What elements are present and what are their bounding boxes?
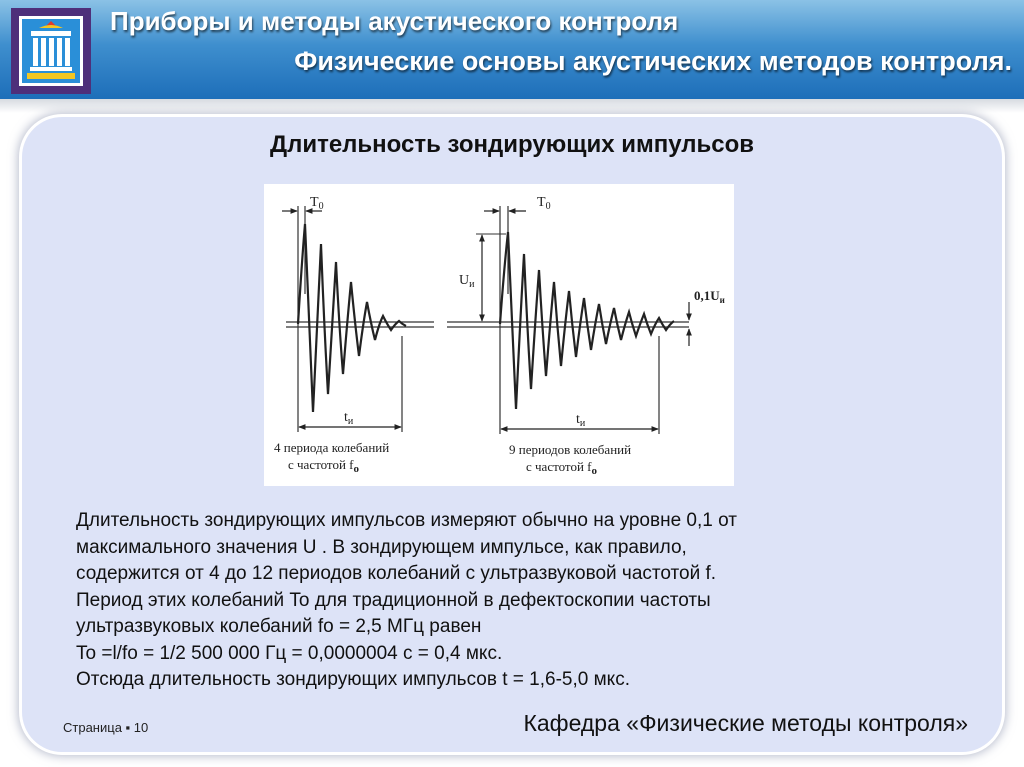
paragraph-line: содержится от 4 до 12 периодов колебаний с ультразвуковой частотой f. [76,563,717,584]
paragraph-line: To =l/fo = 1/2 500 000 Гц = 0,0000004 с = 0,4 мкс. [76,642,503,664]
left-ti-label: $t_и$ [344,410,354,427]
paragraph-line: максимального значения U . В зондирующем импульсе, как правило, [76,536,687,558]
header-shadow [0,99,1024,113]
section-heading: Длительность зондирующих импульсов [269,131,755,158]
paragraph-line: Длительность зондирующих импульсов измеряют обычно на уровне 0,1 от [76,510,737,531]
right-caption-line1: 9 периодов колебаний [509,442,632,457]
right-pulse-wave [500,232,674,409]
left-caption-line1: 4 периода колебаний [274,440,390,455]
right-ti-label: $t_и$ [576,412,586,429]
university-logo [11,8,91,94]
left-t0-label: $T_0$ [310,195,324,212]
right-caption-line2: с частотой $f_o$ [526,459,597,477]
paragraph-line: ультразвуковых колебаний fo = 2,5 МГц равен [76,616,482,637]
right-level-label: $0,1U_и$ [694,288,725,305]
left-pulse-graph [274,195,434,475]
paragraph-line: Отсюда длительность зондирующих импульсов t = 1,6-5,0 мкс. [76,669,630,690]
right-t0-label: $T_0$ [537,195,551,212]
department-name: Кафедра «Физические методы контроля» [523,710,968,736]
explanation-paragraph [76,508,876,694]
left-caption-line2: с частотой $f_o$ [288,457,359,475]
slide-title: Приборы и методы акустического контроля [110,6,679,36]
paragraph-line: Период этих колебаний To для традиционной в дефектоскопии частоты [76,589,711,611]
pulse-diagram [264,184,734,486]
right-ui-label: $U_и$ [459,273,475,290]
right-pulse-graph [447,195,725,477]
page-number: Страница ▪ 10 [63,720,149,735]
left-pulse-wave [298,224,406,412]
slide-subtitle: Физические основы акустических методов контроля. [294,46,1012,76]
